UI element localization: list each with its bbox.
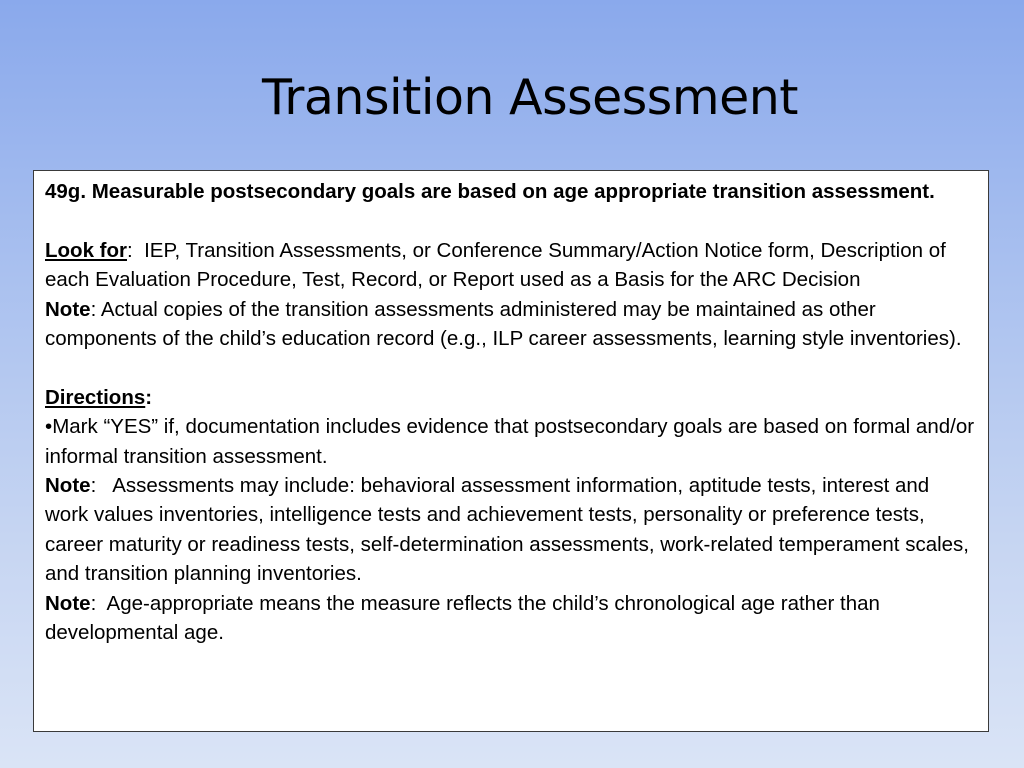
- note-text-2: : Assessments may include: behavioral assessment information, aptitude tests, interest and work values inventories, intelligence tests and achievement tests, personality or preference tests, career maturity or readiness tests, self-determination assessments, work-related temperament scales, and transition planning inventories.: [45, 474, 975, 586]
- note-paragraph-2: [45, 471, 978, 589]
- note-label-1: Note: [45, 297, 91, 321]
- look-for-text: IEP, Transition Assessments, or Conference Summary/Action Notice form, Description of each Evaluation Procedure, Test, Record, or Report used as a Basis for the ARC Decision: [45, 238, 946, 292]
- blank-line: [45, 206, 978, 235]
- note-paragraph-1: [45, 295, 978, 354]
- directions-colon: :: [145, 385, 153, 409]
- look-for-label: Look for: [45, 238, 127, 262]
- note-paragraph-3: [45, 589, 978, 648]
- note-text-3: : Age-appropriate means the measure reflects the child’s chronological age rather than developmental age.: [45, 591, 886, 645]
- blank-line: [45, 353, 978, 382]
- content-box: [33, 170, 989, 732]
- note-text-1: : Actual copies of the transition assessments administered may be maintained as other components of the child’s education record (e.g., ILP career assessments, learning style inventories).: [45, 297, 962, 351]
- note-label-3: Note: [45, 591, 91, 615]
- directions-label: Directions: [45, 385, 146, 409]
- look-for-paragraph: [45, 236, 978, 295]
- criterion-heading: 49g. Measurable postsecondary goals are based on age appropriate transition assessment.: [45, 180, 935, 203]
- directions-bullet: [45, 412, 978, 471]
- look-for-separator: :: [127, 238, 145, 262]
- bullet-icon: •: [45, 415, 53, 439]
- note-label-2: Note: [45, 474, 91, 498]
- bullet-text: Mark “YES” if, documentation includes evidence that postsecondary goals are based on formal and/or informal transition assessment.: [45, 415, 975, 468]
- directions-heading: [45, 383, 978, 412]
- slide-title: Transition Assessment: [262, 69, 798, 126]
